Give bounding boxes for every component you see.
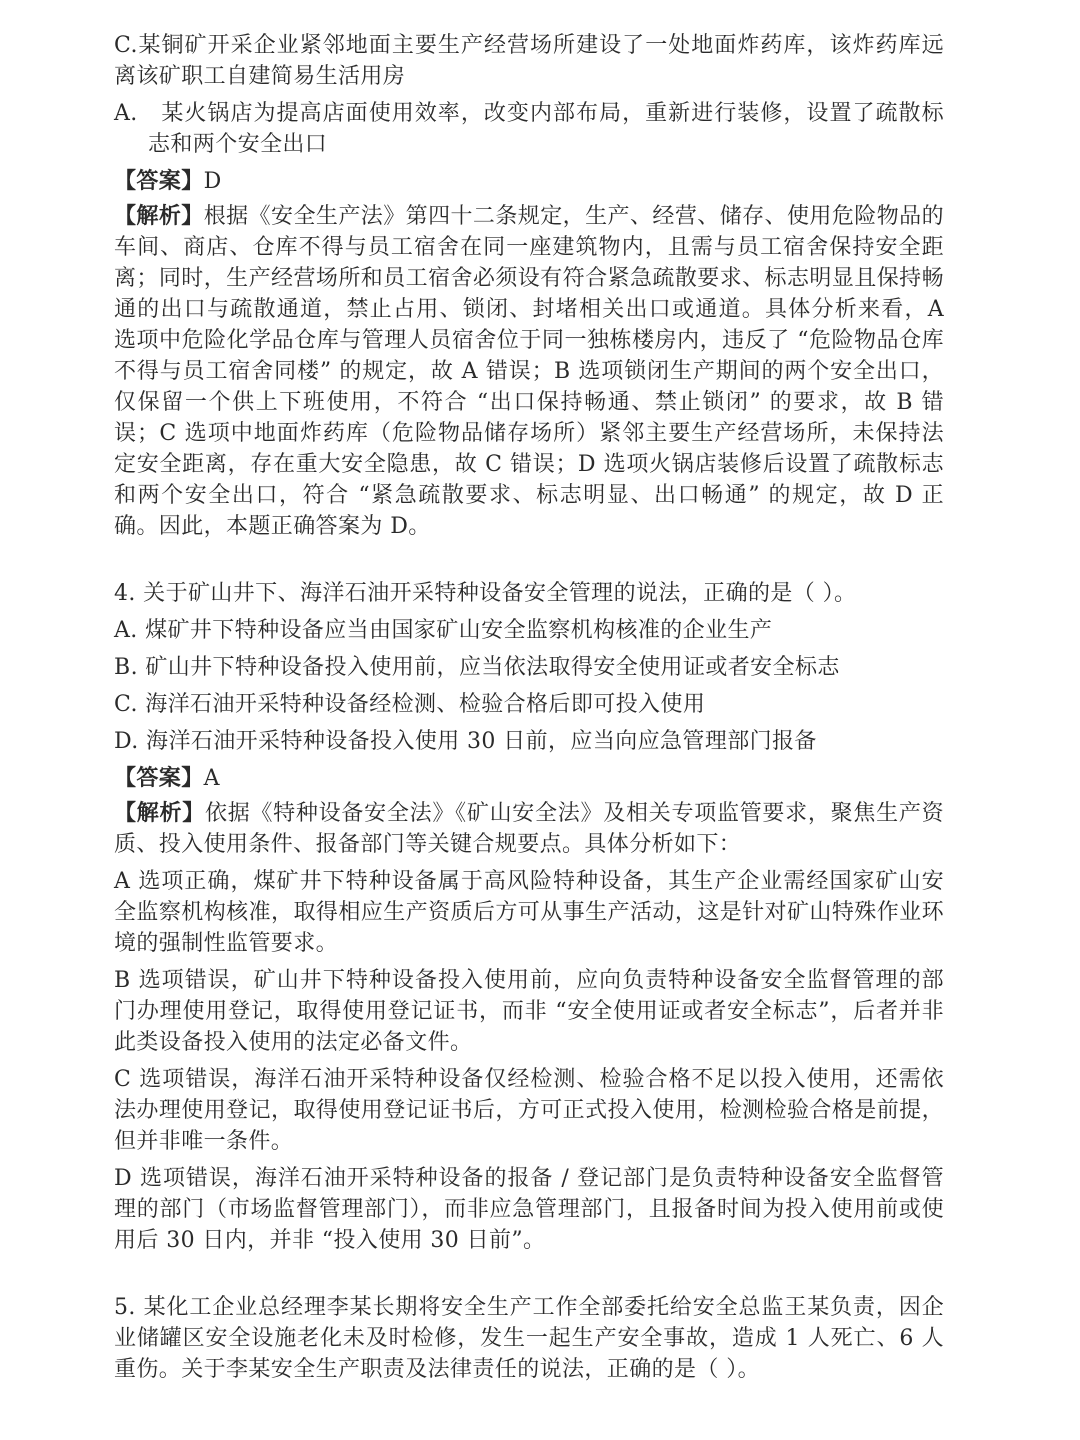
q4-analysis-point-d: D 选项错误，海洋石油开采特种设备的报备 / 登记部门是负责特种设备安全监督管理的部门（市场监督管理部门），而非应急管理部门，且报备时间为投入使用前或使用后 30 日内，并非 “投入使用 30 日前”。 bbox=[114, 1166, 944, 1253]
q5-stem: 5. 某化工企业总经理李某长期将安全生产工作全部委托给安全总监王某负责，因企业储罐区安全设施老化未及时检修，发生一起生产安全事故，造成 1 人死亡、6 人重伤。关于李某安全生产职责及法律责任的说法，正确的是（ ）。 bbox=[114, 1295, 944, 1382]
analysis-text: 依据《特种设备安全法》《矿山安全法》及相关专项监管要求，聚焦生产资质、投入使用条件、报备部门等关键合规要点。具体分析如下： bbox=[114, 801, 945, 857]
q4-option-c: C. 海洋石油开采特种设备经检测、检验合格后即可投入使用 bbox=[114, 692, 706, 717]
q4-analysis-point-b: B 选项错误，矿山井下特种设备投入使用前，应向负责特种设备安全监督管理的部门办理使用登记，取得使用登记证书，而非 “安全使用证或者安全标志”，后者并非此类设备投入使用的法定必备文件。 bbox=[114, 968, 944, 1055]
q4-option-a: A. 煤矿井下特种设备应当由国家矿山安全监察机构核准的企业生产 bbox=[114, 618, 773, 643]
analysis-text: 根据《安全生产法》第四十二条规定，生产、经营、储存、使用危险物品的车间、商店、仓库不得与员工宿舍在同一座建筑物内，且需与员工宿舍保持安全距离；同时，生产经营场所和员工宿舍必须设有符合紧急疏散要求、标志明显且保持畅通的出口与疏散通道，禁止占用、锁闭、封堵相关出口或通道。具体分析来看，A 选项中危险化学品仓库与管理人员宿舍位于同一独栋楼房内，违反了 “危险物品仓库不得与员工宿舍同楼” 的规定，故 A 错误；B 选项锁闭生产期间的两个安全出口，仅保留一个供上下班使用，不符合 “出口保持畅通、禁止锁闭” 的要求，故 B 错误；C 选项中地面炸药库（危险物品储存场所）紧邻主要生产经营场所，未保持法定安全距离，存在重大安全隐患，故 C 错误；D 选项火锅店装修后设置了疏散标志和两个安全出口，符合 “紧急疏散要求、标志明显、出口畅通” 的规定，故 D 正确。因此，本题正确答案为 D。 bbox=[114, 204, 944, 539]
answer-value: A bbox=[203, 766, 220, 791]
q3-option-a: A. 某火锅店为提高店面使用效率，改变内部布局，重新进行装修，设置了疏散标志和两个安全出口 bbox=[114, 101, 944, 157]
q3-option-c: C.某铜矿开采企业紧邻地面主要生产经营场所建设了一处地面炸药库，该炸药库远离该矿职工自建简易生活用房 bbox=[114, 33, 944, 89]
spacer bbox=[114, 1262, 944, 1292]
q4-option-d: D. 海洋石油开采特种设备投入使用 30 日前，应当向应急管理部门报备 bbox=[114, 729, 817, 754]
spacer bbox=[114, 548, 944, 578]
analysis-label: 【解析】 bbox=[114, 203, 204, 229]
q3-answer bbox=[114, 166, 944, 197]
analysis-label: 【解析】 bbox=[114, 800, 205, 826]
answer-value: D bbox=[203, 169, 222, 194]
answer-label: 【答案】 bbox=[114, 168, 204, 194]
q4-answer bbox=[114, 763, 944, 794]
answer-label: 【答案】 bbox=[114, 765, 204, 791]
q4-stem: 4. 关于矿山井下、海洋石油开采特种设备安全管理的说法，正确的是（ ）。 bbox=[114, 581, 857, 606]
q4-option-b: B. 矿山井下特种设备投入使用前，应当依法取得安全使用证或者安全标志 bbox=[114, 655, 840, 680]
q3-analysis bbox=[114, 201, 944, 542]
q4-analysis-intro bbox=[114, 798, 944, 860]
q4-analysis-point-c: C 选项错误，海洋石油开采特种设备仅经检测、检验合格不足以投入使用，还需依法办理使用登记，取得使用登记证书后，方可正式投入使用，检测检验合格是前提，但并非唯一条件。 bbox=[114, 1067, 944, 1154]
document-page bbox=[114, 30, 944, 1391]
q4-analysis-point-a: A 选项正确，煤矿井下特种设备属于高风险特种设备，其生产企业需经国家矿山安全监察机构核准，取得相应生产资质后方可从事生产活动，这是针对矿山特殊作业环境的强制性监管要求。 bbox=[114, 869, 944, 956]
